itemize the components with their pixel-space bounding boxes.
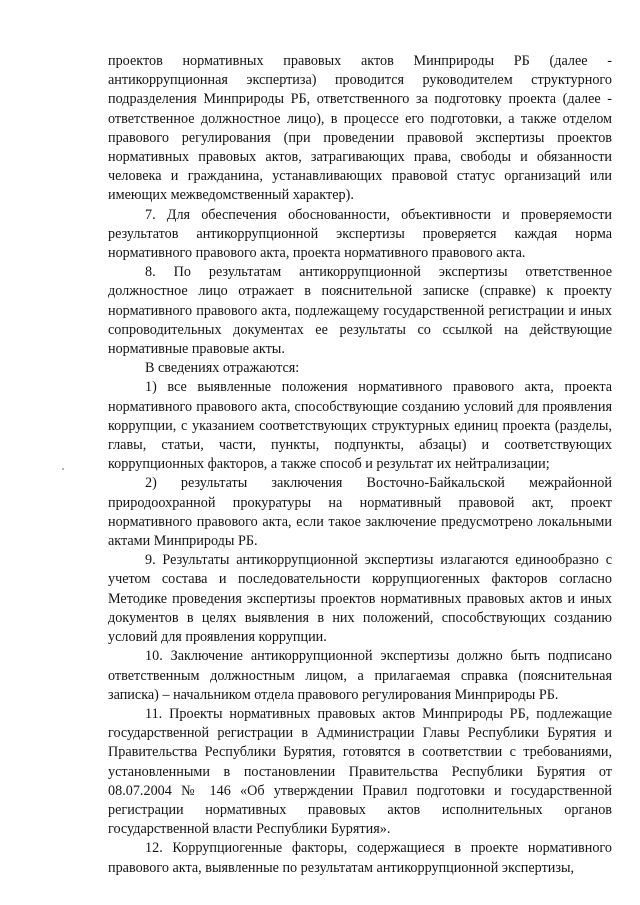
paragraph-item-2: 2) результаты заключения Восточно-Байкальской межрайонной природоохранной прокуратуры на нормативный правовой акт, проект нормативного правового акта, если такое заключение предусмотрено локальными актами Минприроды РБ.: [108, 475, 612, 550]
document-body: [108, 52, 612, 878]
paragraph-info-intro: В сведениях отражаются:: [145, 360, 300, 377]
paragraph-8: 8. По результатам антикоррупционной экспертизы ответственное должностное лицо отражает в пояснительной записке (справке) к проекту нормативного правового акта, подлежащему государственной регистрации и иных сопроводительных документах ее результаты со ссылкой на действующие нормативные правовые акты.: [108, 264, 612, 358]
paragraph-item-1: 1) все выявленные положения нормативного правового акта, проекта нормативного правового акта, способствующие созданию условий для проявления коррупции, с указанием соответствующих структурных единиц проекта (разделы, главы, статьи, части, пункты, подпункты, абзацы) и соответствующих коррупционных факторов, а также способ и результат их нейтрализации;: [108, 379, 612, 473]
paragraph-7: 7. Для обеспечения обоснованности, объективности и проверяемости результатов антикоррупционной экспертизы проверяется каждая норма нормативного правового акта, проекта нормативного правового акта.: [108, 206, 612, 262]
paragraph-11: 11. Проекты нормативных правовых актов Минприроды РБ, подлежащие государственной регистрации в Администрации Главы Республики Бурятия и Правительства Республики Бурятия, готовятся в соответствии с требованиями, установленными в постановлении Правительства Республики Бурятия от 08.07.2004 № 146 «Об утверждении Правил подготовки и государственной регистрации нормативных правовых актов исполнительных органов государственной власти Республики Бурятия».: [108, 705, 612, 838]
paragraph-12: 12. Коррупциогенные факторы, содержащиеся в проекте нормативного правового акта, выявленные по результатам антикоррупционной экспертизы,: [108, 840, 612, 876]
paragraph-10: 10. Заключение антикоррупционной экспертизы должно быть подписано ответственным должностным лицом, а прилагаемая справка (пояснительная записка) – начальником отдела правового регулирования Минприроды РБ.: [108, 648, 612, 703]
paragraph-9: 9. Результаты антикоррупционной экспертизы излагаются единообразно с учетом состава и последовательности коррупциогенных факторов согласно Методике проведения экспертизы проектов нормативных правовых актов и иных документов в целях выявления в них положений, способствующих созданию условий для проявления коррупции.: [108, 552, 612, 646]
scan-speck: [62, 468, 64, 470]
paragraph-continuation: проектов нормативных правовых актов Минприроды РБ (далее - антикоррупционная экспертиза) проводится руководителем структурного подразделения Минприроды РБ, ответственного за подготовку проекта (далее - ответственное должностное лицо), в процессе его подготовки, а также отделом правового регулирования (при проведении правовой экспертизы проектов нормативных правовых актов, затрагивающих права, свободы и обязанности человека и гражданина, устанавливающих правовой статус организаций или имеющих межведомственный характер).: [108, 53, 612, 204]
